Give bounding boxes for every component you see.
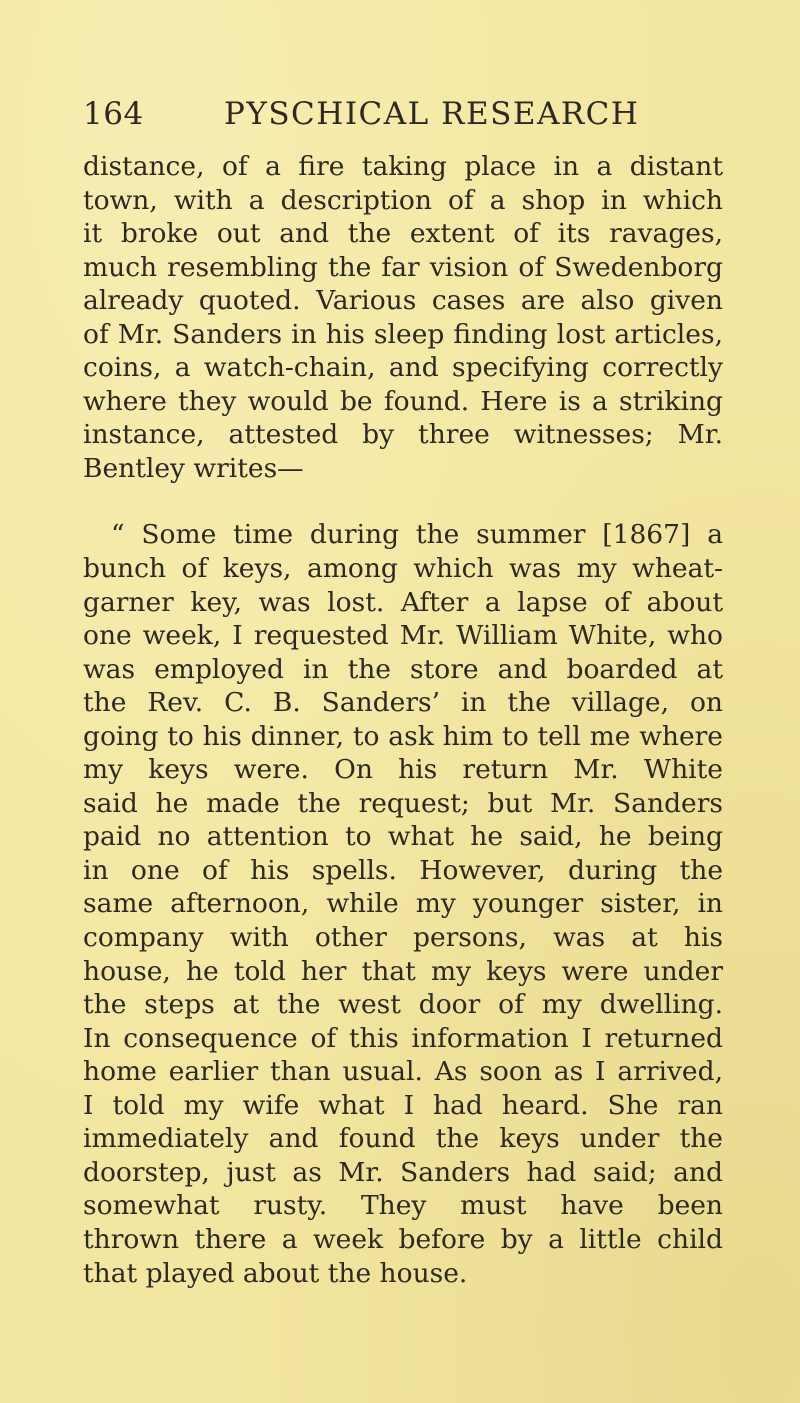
text-line: garner key, was lost. After a lapse of about	[83, 586, 723, 618]
text-line: immediately and found the keys under the	[83, 1123, 723, 1155]
page-number: 164	[83, 96, 144, 132]
text-line: thrown there a week before by a little child	[83, 1223, 723, 1255]
page-header	[83, 96, 723, 136]
text-line: going to his dinner, to ask him to tell me where	[83, 720, 723, 752]
text-line: coins, a watch-chain, and specifying correctly	[83, 352, 723, 384]
running-head: PYSCHICAL RESEARCH	[224, 96, 640, 132]
text-line: much resembling the far vision of Swedenborg	[83, 251, 723, 283]
text-line: “ Some time during the summer [1867] a	[111, 519, 723, 551]
text-line: that played about the house.	[83, 1257, 468, 1289]
text-line: my keys were. On his return Mr. White	[83, 754, 723, 786]
text-line: Bentley writes—	[83, 452, 304, 484]
text-line: was employed in the store and boarded at	[83, 653, 723, 685]
body-text	[83, 150, 723, 1290]
text-line: one week, I requested Mr. William White, who	[83, 620, 723, 652]
text-line: paid no attention to what he said, he being	[83, 821, 723, 853]
text-line: house, he told her that my keys were under	[83, 955, 723, 987]
text-line: in one of his spells. However, during the	[83, 854, 723, 886]
text-line: same afternoon, while my younger sister, in	[83, 888, 723, 920]
text-line: said he made the request; but Mr. Sanders	[83, 787, 723, 819]
text-line: company with other persons, was at his	[83, 922, 723, 954]
paragraph-gap	[83, 485, 723, 518]
text-line: bunch of keys, among which was my wheat-	[83, 553, 723, 585]
text-line: already quoted. Various cases are also given	[83, 285, 723, 317]
paragraph-1	[83, 150, 723, 485]
text-line: doorstep, just as Mr. Sanders had said; and	[83, 1156, 723, 1188]
text-line: town, with a description of a shop in which	[83, 184, 723, 216]
paragraph-2-quotation	[83, 518, 723, 1290]
text-line: distance, of a fire taking place in a distant	[83, 151, 723, 182]
text-line: the Rev. C. B. Sanders’ in the village, on	[83, 687, 723, 719]
text-line: of Mr. Sanders in his sleep finding lost articles,	[83, 318, 723, 350]
text-line: the steps at the west door of my dwelling.	[83, 989, 723, 1021]
text-line: it broke out and the extent of its ravages,	[83, 218, 723, 250]
text-line: In consequence of this information I returned	[83, 1022, 723, 1054]
text-line: somewhat rusty. They must have been	[83, 1190, 723, 1222]
text-line: instance, attested by three witnesses; Mr.	[83, 419, 723, 451]
text-line: where they would be found. Here is a striking	[83, 385, 723, 417]
text-line: I told my wife what I had heard. She ran	[83, 1089, 723, 1121]
text-line: home earlier than usual. As soon as I arrived,	[83, 1056, 723, 1088]
